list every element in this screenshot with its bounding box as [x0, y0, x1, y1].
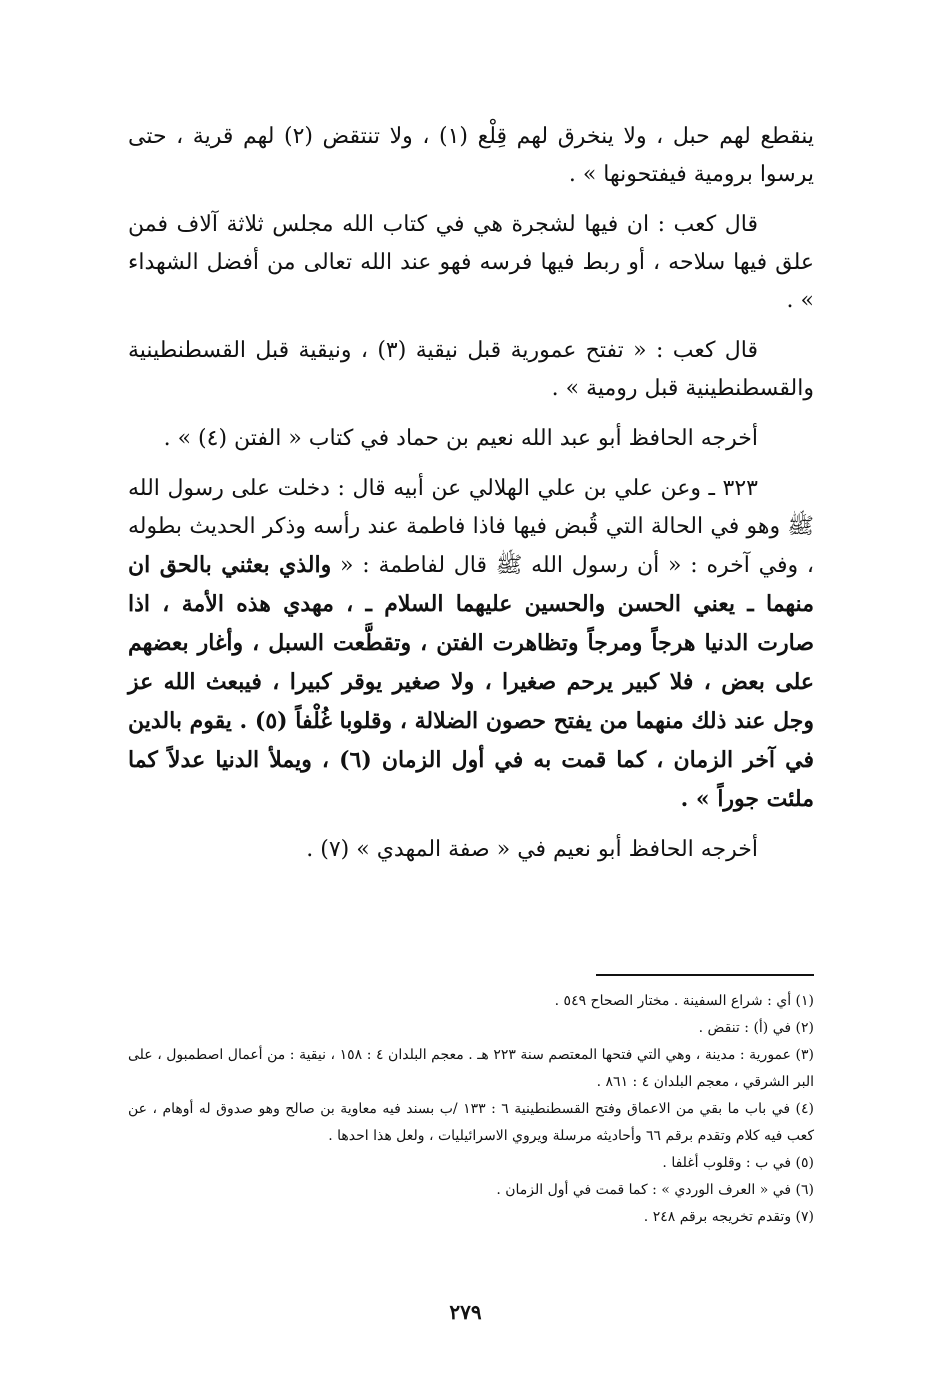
- footnote-6: (٦) في « العرف الوردي » : كما قمت في أول الزمان .: [496, 1182, 814, 1198]
- main-text: [128, 118, 814, 881]
- paragraph-2: قال كعب : ان فيها لشجرة هي في كتاب الله مجلس ثلاثة آلاف فمن علق فيها سلاحه ، أو ربط فيها فرسه فهو عند الله تعالى من أفضل الشهداء » .: [128, 212, 814, 313]
- paragraph-1: ينقطع لهم حبل ، ولا ينخرق لهم قِلْع (١) ، ولا تنتقض (٢) لهم قرية ، حتى يرسوا برومية فيفتحونها » .: [128, 124, 814, 187]
- hadith-intro: ٣٢٣ ـ وعن علي بن علي الهلالي عن أبيه قال : دخلت على رسول الله ﷺ وهو في الحالة التي قُبض فيها فاذا فاطمة عند رأسه وذكر الحديث بطوله ، وفي آخره : « أن رسول الله ﷺ قال لفاطمة : «: [128, 476, 814, 578]
- paragraph-4: أخرجه الحافظ أبو عبد الله نعيم بن حماد في كتاب « الفتن (٤) » .: [163, 426, 758, 451]
- hadith-text: والذي بعثني بالحق ان منهما ـ يعني الحسن والحسين عليهما السلام ـ ، مهدي هذه الأمة ، اذا صارت الدنيا هرجاً ومرجاً وتظاهرت الفتن ، وتقطَّعت السبل ، وأغار بعضهم على بعض ، فلا كبير يرحم صغيرا ، ولا صغير يوقر كبيرا ، فيبعث الله عز وجل عند ذلك منهما من يفتح حصون الضلالة ، وقلوبا غُلْفاً (٥) . يقوم بالدين في آخر الزمان ، كما قمت به في أول الزمان (٦) ، ويملأ الدنيا عدلاً كما ملئت جوراً » .: [128, 552, 814, 812]
- paragraph-6: أخرجه الحافظ أبو نعيم في « صفة المهدي » (٧) .: [306, 837, 758, 862]
- footnote-7: (٧) وتقدم تخريجه برقم ٢٤٨ .: [643, 1209, 814, 1225]
- footnote-2: (٢) في (أ) : تنقض .: [698, 1020, 814, 1036]
- footnote-1: (١) أي : شراع السفينة . مختار الصحاح ٥٤٩ .: [554, 993, 814, 1009]
- paragraph-3: قال كعب : « تفتح عمورية قبل نيقية (٣) ، ونيقية قبل القسطنطينية والقسطنطينية قبل رومية » .: [128, 338, 814, 401]
- page-number: ٢٧٩: [449, 1300, 482, 1324]
- footnotes: [128, 988, 814, 1231]
- footnote-3: (٣) عمورية : مدينة ، وهي التي فتحها المعتصم سنة ٢٢٣ هـ . معجم البلدان ٤ : ١٥٨ ، نيقية : من أعمال اصطمبول ، على البر الشرقي ، معجم البلدان ٤ : ٨٦١ .: [128, 1047, 814, 1090]
- footnote-5: (٥) في ب : وقلوب أغلفا .: [662, 1155, 814, 1171]
- footnote-separator: [596, 974, 814, 976]
- paragraph-5: [128, 470, 814, 819]
- footnote-4: (٤) في باب ما بقي من الاعماق وفتح القسطنطينية ٦ : ١٣٣ /ب بسند فيه معاوية بن صالح وهو صدوق له أوهام ، عن كعب فيه كلام وتقدم برقم ٦٦ وأحاديثه مرسلة ويروي الاسرائيليات ، ولعل هذا احدها .: [128, 1101, 814, 1144]
